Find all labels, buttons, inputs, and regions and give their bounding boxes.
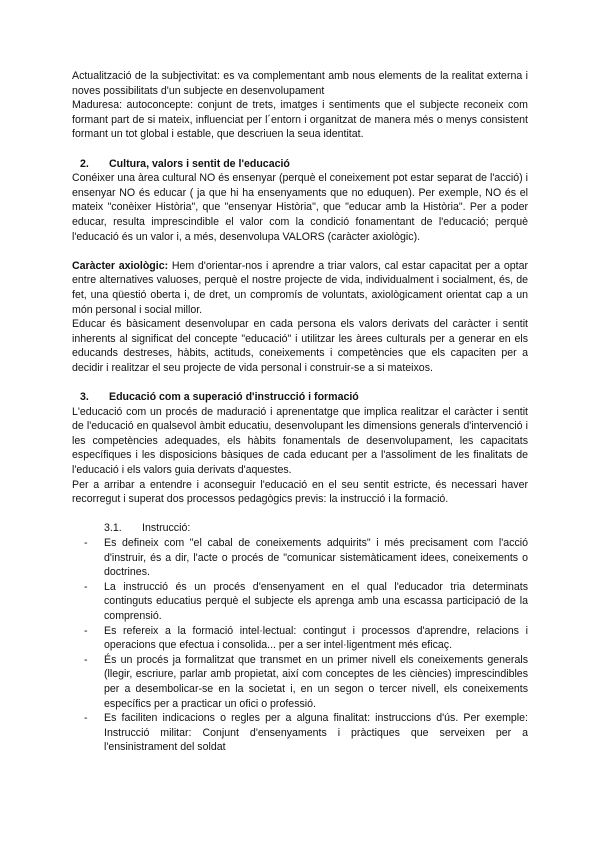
list-item <box>72 580 528 624</box>
section-3-paragraph-2: Per a arribar a entendre i aconseguir l'educació en el seu sentit estricte, és necessari haver recorregut i superat dos processos pedagògics previs: la instrucció i la formació. <box>72 478 528 506</box>
list-item-text: És un procés ja formalitzat que transmet en un primer nivell els coneixements generals (llegir, escriure, parlar amb propietat, així com conceptes de les ciències) imprescindibles per a desembolicar-se en la societat i, en un segon o tercer nivell, els coneixements específics per a practicar un ofici o professió. <box>104 653 528 710</box>
section-3-title: Educació com a superació d'instrucció i formació <box>109 391 359 404</box>
spacer <box>72 375 528 390</box>
section-2-title: Cultura, valors i sentit de l'educació <box>109 157 290 170</box>
intro-paragraph-subjectivity: Actualització de la subjectivitat: es va complementant amb nous elements de la realitat externa i noves possibilitats d'un subjecte en desenvolupament <box>72 70 528 97</box>
list-item-text: Es refereix a la formació intel·lectual: contingut i processos d'aprendre, relacions i operacions que efectua i consolida... per a ser intel·ligentment més eficaç. <box>104 624 528 652</box>
section-2-axiological-paragraph <box>72 259 528 317</box>
axiological-text: Hem d'orientar-nos i aprendre a triar valors, cal estar capacitat per a optar entre alternatives valuoses, perquè el nostre projecte de vida, individualment i socialment, és, de fet, una qüestió oberta i, de dret, un compromís de voluntats, axiològicament orientat cap a un món personal i social millor. <box>72 259 528 316</box>
dash-bullet: - <box>84 624 88 637</box>
dash-bullet: - <box>84 712 88 725</box>
spacer <box>72 142 528 157</box>
list-item <box>72 536 528 580</box>
instruction-list <box>72 536 528 755</box>
section-2-paragraph-1: Conéixer una àrea cultural NO és ensenyar (perquè el coneixement pot estar separat de l'acció) i ensenyar NO és educar ( ja que hi ha ensenyaments que no eduquen). Per exemple, NO és el mateix "conèixer Història", que "ensenyar Història", que "educar amb la Història". Per a poder educar, resulta imprescindible el valor com la condició fonamentant de l'educació; perquè l'educació és un valor i, a més, desenvolupa VALORS (caràcter axiològic). <box>72 172 528 243</box>
subsection-3-1-heading <box>72 521 528 536</box>
spacer <box>72 507 528 522</box>
section-3-heading <box>72 390 528 405</box>
axiological-label: Caràcter axiològic: <box>72 259 169 272</box>
list-item-text: La instrucció és un procés d'ensenyament en el qual l'educador tria determinats continguts educatius perquè el subjecte els aprenga amb una escassa participació de la comprensió. <box>104 580 528 622</box>
dash-bullet: - <box>84 537 88 549</box>
section-2-number: 2. <box>80 157 89 170</box>
spacer <box>72 244 528 259</box>
section-2-heading <box>72 157 528 172</box>
list-item <box>72 624 528 653</box>
dash-bullet: - <box>84 580 88 593</box>
dash-bullet: - <box>84 653 88 666</box>
subsection-3-1-title: Instrucció: <box>142 522 191 535</box>
subsection-3-1-number: 3.1. <box>104 522 122 535</box>
document-page <box>72 69 528 755</box>
list-item <box>72 711 528 755</box>
section-3-paragraph-1: L'educació com un procés de maduració i aprenentatge que implica realitzar el caràcter i sentit de l'educació en qualsevol àmbit educatiu, desenvolupant les dimensions generals d'intervenció i les competències adequades, els hàbits fonamentals de desenvolupament, les capacitats específiques i les disposicions bàsiques de cada educant per a l'assoliment de les finalitats de l'educació i els valors guia derivats d'aquestes. <box>72 405 528 477</box>
list-item-text: Es defineix com "el cabal de coneixements adquirits" i més precisament com l'acció d'instruir, és a dir, l'acte o procés de "comunicar sistemàticament idees, coneixements o doctrines. <box>104 537 528 579</box>
list-item-text: Es faciliten indicacions o regles per a alguna finalitat: instruccions d'ús. Per exemple: Instrucció militar: Conjunt d'ensenyaments i pràctiques que serveixen per a l'ensinistrament del soldat <box>104 712 528 754</box>
section-3-number: 3. <box>80 391 89 404</box>
list-item <box>72 653 528 711</box>
intro-paragraph-maturity: Maduresa: autoconcepte: conjunt de trets, imatges i sentiments que el subjecte reconeix com formant part de si mateix, influenciat per l´entorn i organitzat de manera més o menys consistent formant un tot global i estable, que descriuen la seua identitat. <box>72 99 528 141</box>
section-2-paragraph-3: Educar és bàsicament desenvolupar en cada persona els valors derivats del caràcter i sentit inherents al significat del concepte "educació" i utilitzar les àrees culturals per a generar en els educands destreses, hàbits, actituds, coneixements i competències que els capaciten per a decidir i realitzar el seu projecte de vida personal i construir-se a si mateixos. <box>72 318 528 374</box>
